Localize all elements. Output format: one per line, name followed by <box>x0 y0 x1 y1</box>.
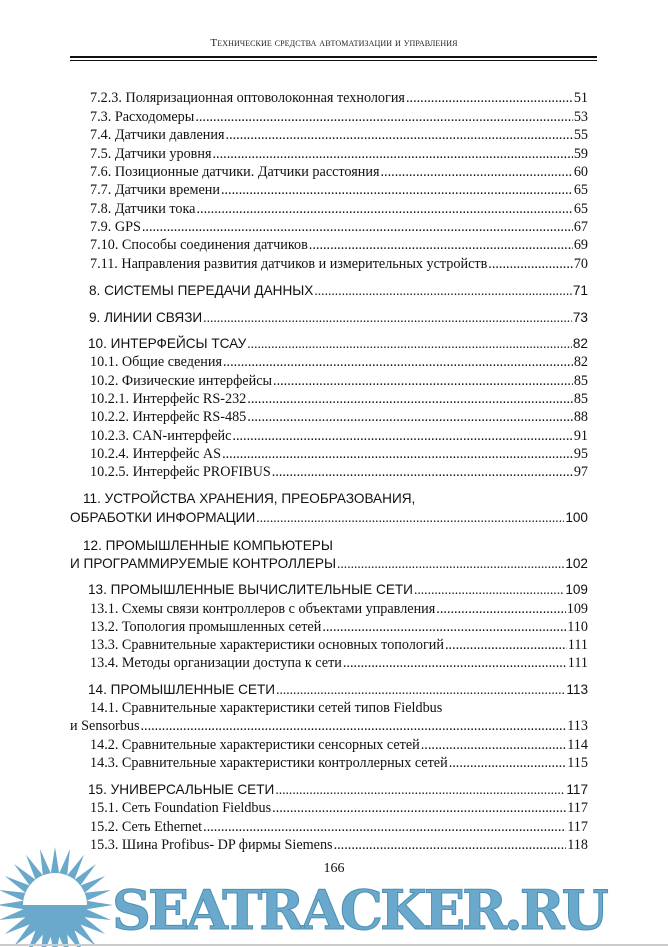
toc-entry-page: 60 <box>573 164 588 180</box>
toc-entry-page: 65 <box>573 201 588 217</box>
toc-entry-page: 111 <box>567 637 588 653</box>
toc-entry-page: 70 <box>573 256 588 272</box>
dot-leader <box>222 445 573 463</box>
toc-entry-title: 10.2.1. Интерфейс RS-232 <box>90 391 247 407</box>
dot-leader <box>247 408 573 426</box>
dot-leader <box>140 717 566 735</box>
toc-entry[interactable] <box>90 181 588 199</box>
toc-entry-title: 7.4. Датчики давления <box>90 127 225 143</box>
toc-entry[interactable] <box>90 618 588 636</box>
dot-leader <box>322 618 566 636</box>
toc-entry[interactable] <box>70 555 588 573</box>
dot-leader <box>142 218 573 236</box>
toc-entry[interactable] <box>90 636 588 654</box>
toc-entry[interactable] <box>83 490 583 508</box>
dot-leader <box>414 581 564 599</box>
dot-leader <box>309 236 573 254</box>
toc-entry-page: 117 <box>567 819 588 835</box>
dot-leader <box>276 681 565 699</box>
toc-entry-page: 115 <box>567 755 588 771</box>
dot-leader <box>436 600 565 618</box>
toc-entry-page: 65 <box>573 182 588 198</box>
toc-entry-title: 14.1. Сравнительные характеристики сетей типов Fieldbus <box>90 700 443 716</box>
toc-entry-title: ОБРАБОТКИ ИНФОРМАЦИИ <box>70 510 256 525</box>
toc-entry-title: 7.11. Направления развития датчиков и измерительных устройств <box>90 256 488 272</box>
toc-entry-title: 11. УСТРОЙСТВА ХРАНЕНИЯ, ПРЕОБРАЗОВАНИЯ, <box>83 491 416 506</box>
toc-entry-title: 15.2. Сеть Ethernet <box>90 819 203 835</box>
toc-entry-page: 97 <box>573 464 588 480</box>
toc-entry[interactable] <box>90 654 588 672</box>
dot-leader <box>381 163 573 181</box>
toc-entry[interactable] <box>90 145 588 163</box>
toc-entry[interactable] <box>88 581 588 599</box>
toc-entry-page: 95 <box>573 446 588 462</box>
dot-leader <box>272 463 573 481</box>
toc-entry-title: 14.2. Сравнительные характеристики сенсорных сетей <box>90 737 420 753</box>
toc-entry[interactable] <box>90 218 588 236</box>
toc-entry-page: 59 <box>573 146 588 162</box>
toc-entry-page: 51 <box>573 90 588 106</box>
dot-leader <box>337 555 564 573</box>
toc-entry-page: 91 <box>573 428 588 444</box>
dot-leader <box>406 89 573 107</box>
running-header: Технические средства автоматизации и управления <box>210 37 458 49</box>
toc-entry-title: 13.4. Методы организации доступа к сети <box>90 655 342 671</box>
toc-entry-page: 117 <box>567 800 588 816</box>
toc-entry[interactable] <box>90 754 588 772</box>
toc-entry-title: 9. ЛИНИИ СВЯЗИ <box>89 310 203 325</box>
toc-entry-title: 7.6. Позиционные датчики. Датчики расстояния <box>90 164 380 180</box>
toc-entry-title: 10.2.5. Интерфейс PROFIBUS <box>90 464 271 480</box>
dot-leader <box>488 255 573 273</box>
toc-entry-page: 67 <box>573 219 588 235</box>
toc-entry-title: 14. ПРОМЫШЛЕННЫЕ СЕТИ <box>88 682 276 697</box>
toc-entry-title: 15. УНИВЕРСАЛЬНЫЕ СЕТИ <box>88 782 275 797</box>
toc-entry-title: 7.8. Датчики тока <box>90 201 196 217</box>
toc-entry-page: 102 <box>565 556 588 571</box>
header-rule-thick <box>70 56 597 58</box>
toc-entry-page: 82 <box>573 354 588 370</box>
dot-leader <box>247 335 572 353</box>
toc-entry-page: 117 <box>566 782 588 797</box>
toc-entry-page: 118 <box>567 837 588 853</box>
toc-entry[interactable] <box>90 89 588 107</box>
dot-leader <box>273 372 573 390</box>
toc-entry[interactable] <box>90 390 588 408</box>
toc-entry-page: 55 <box>573 127 588 143</box>
toc-entry-page: 85 <box>573 391 588 407</box>
dot-leader <box>232 427 572 445</box>
dot-leader <box>275 781 565 799</box>
bottom-divider <box>0 944 668 946</box>
toc-entry-title: 7.7. Датчики времени <box>90 182 220 198</box>
toc-entry-page: 73 <box>572 310 588 325</box>
toc-entry[interactable] <box>70 509 588 527</box>
toc-entry-page: 114 <box>567 737 588 753</box>
dot-leader <box>226 126 573 144</box>
toc-entry-page: 53 <box>573 109 588 125</box>
toc-entry-title: 14.3. Сравнительные характеристики контроллерных сетей <box>90 755 448 771</box>
header-rule-thin <box>70 60 597 61</box>
toc-entry-title: 10.2.4. Интерфейс AS <box>90 446 222 462</box>
toc-entry-page: 85 <box>573 373 588 389</box>
toc-entry[interactable] <box>89 282 588 300</box>
toc-entry[interactable] <box>90 736 588 754</box>
toc-entry-title: 12. ПРОМЫШЛЕННЫЕ КОМПЬЮТЕРЫ <box>83 538 333 553</box>
toc-entry-title: 13.2. Топология промышленных сетей <box>90 619 322 635</box>
page-number: 166 <box>323 861 345 876</box>
watermark-text: SEATRACKER.RU <box>112 878 606 942</box>
toc-entry[interactable] <box>90 818 588 836</box>
toc-entry-title: 7.10. Способы соединения датчиков <box>90 237 308 253</box>
dot-leader <box>221 181 573 199</box>
toc-entry-page: 109 <box>566 601 588 617</box>
dot-leader <box>223 353 573 371</box>
toc-entry-page: 113 <box>567 718 588 734</box>
toc-entry[interactable] <box>90 200 588 218</box>
toc-entry-title: 15.3. Шина Profibus- DP фирмы Siemens <box>90 837 333 853</box>
dot-leader <box>445 636 567 654</box>
toc-entry-page: 71 <box>572 283 588 298</box>
toc-entry[interactable] <box>88 681 588 699</box>
dot-leader <box>343 654 567 672</box>
dot-leader <box>213 145 573 163</box>
toc-entry[interactable] <box>90 463 588 481</box>
toc-entry-title: 7.9. GPS <box>90 219 141 235</box>
toc-entry[interactable] <box>90 236 588 254</box>
dot-leader <box>314 282 572 300</box>
toc-entry[interactable] <box>88 335 588 353</box>
toc-entry-title: 10.1. Общие сведения <box>90 354 222 370</box>
toc-entry-page: 69 <box>573 237 588 253</box>
toc-entry[interactable] <box>90 427 588 445</box>
toc-entry[interactable] <box>90 353 588 371</box>
toc-entry[interactable] <box>90 108 588 126</box>
dot-leader <box>195 108 573 126</box>
toc-entry[interactable] <box>70 717 588 735</box>
toc-entry-title: 15.1. Сеть Foundation Fieldbus <box>90 800 272 816</box>
dot-leader <box>203 309 572 327</box>
toc-entry[interactable] <box>88 781 588 799</box>
toc-entry[interactable] <box>90 445 588 463</box>
toc-entry[interactable] <box>90 699 590 717</box>
toc-entry-title: 8. СИСТЕМЫ ПЕРЕДАЧИ ДАННЫХ <box>89 283 314 298</box>
toc-entry-page: 113 <box>566 682 588 697</box>
toc-entry-page: 111 <box>567 655 588 671</box>
toc-entry[interactable] <box>90 372 588 390</box>
dot-leader <box>421 736 566 754</box>
dot-leader <box>203 818 566 836</box>
toc-entry[interactable] <box>89 309 588 327</box>
toc-entry[interactable] <box>83 537 583 555</box>
dot-leader <box>256 509 564 527</box>
toc-entry[interactable] <box>90 408 588 426</box>
toc-entry[interactable] <box>90 126 588 144</box>
toc-entry-title: 13.1. Схемы связи контроллеров с объектами управления <box>90 601 436 617</box>
toc-entry-title: 7.5. Датчики уровня <box>90 146 212 162</box>
toc-entry-title: 13. ПРОМЫШЛЕННЫЕ ВЫЧИСЛИТЕЛЬНЫЕ СЕТИ <box>88 582 413 597</box>
toc-entry-page: 109 <box>565 582 588 597</box>
toc-entry-title: 10.2. Физические интерфейсы <box>90 373 273 389</box>
dot-leader <box>272 799 566 817</box>
toc-entry-title: 7.3. Расходомеры <box>90 109 195 125</box>
dot-leader <box>247 390 573 408</box>
toc-entry[interactable] <box>90 799 588 817</box>
toc-entry-title: 10.2.3. CAN-интерфейс <box>90 428 232 444</box>
toc-entry[interactable] <box>90 255 588 273</box>
toc-entry-page: 82 <box>572 336 588 351</box>
toc-entry-title: 10. ИНТЕРФЕЙСЫ ТСАУ <box>88 336 247 351</box>
toc-entry[interactable] <box>90 163 588 181</box>
dot-leader <box>449 754 567 772</box>
toc-entry-title: И ПРОГРАММИРУЕМЫЕ КОНТРОЛЛЕРЫ <box>70 556 336 571</box>
toc-entry[interactable] <box>90 600 588 618</box>
toc-entry-page: 100 <box>565 510 588 525</box>
toc-entry-page: 88 <box>573 409 588 425</box>
toc-entry-title: 7.2.3. Поляризационная оптоволоконная технология <box>90 90 405 106</box>
toc-entry-title: и Sensorbus <box>70 718 140 734</box>
dot-leader <box>196 200 572 218</box>
toc-entry-title: 13.3. Сравнительные характеристики основных топологий <box>90 637 444 653</box>
toc-entry-title: 10.2.2. Интерфейс RS-485 <box>90 409 247 425</box>
toc-entry-page: 110 <box>567 619 588 635</box>
